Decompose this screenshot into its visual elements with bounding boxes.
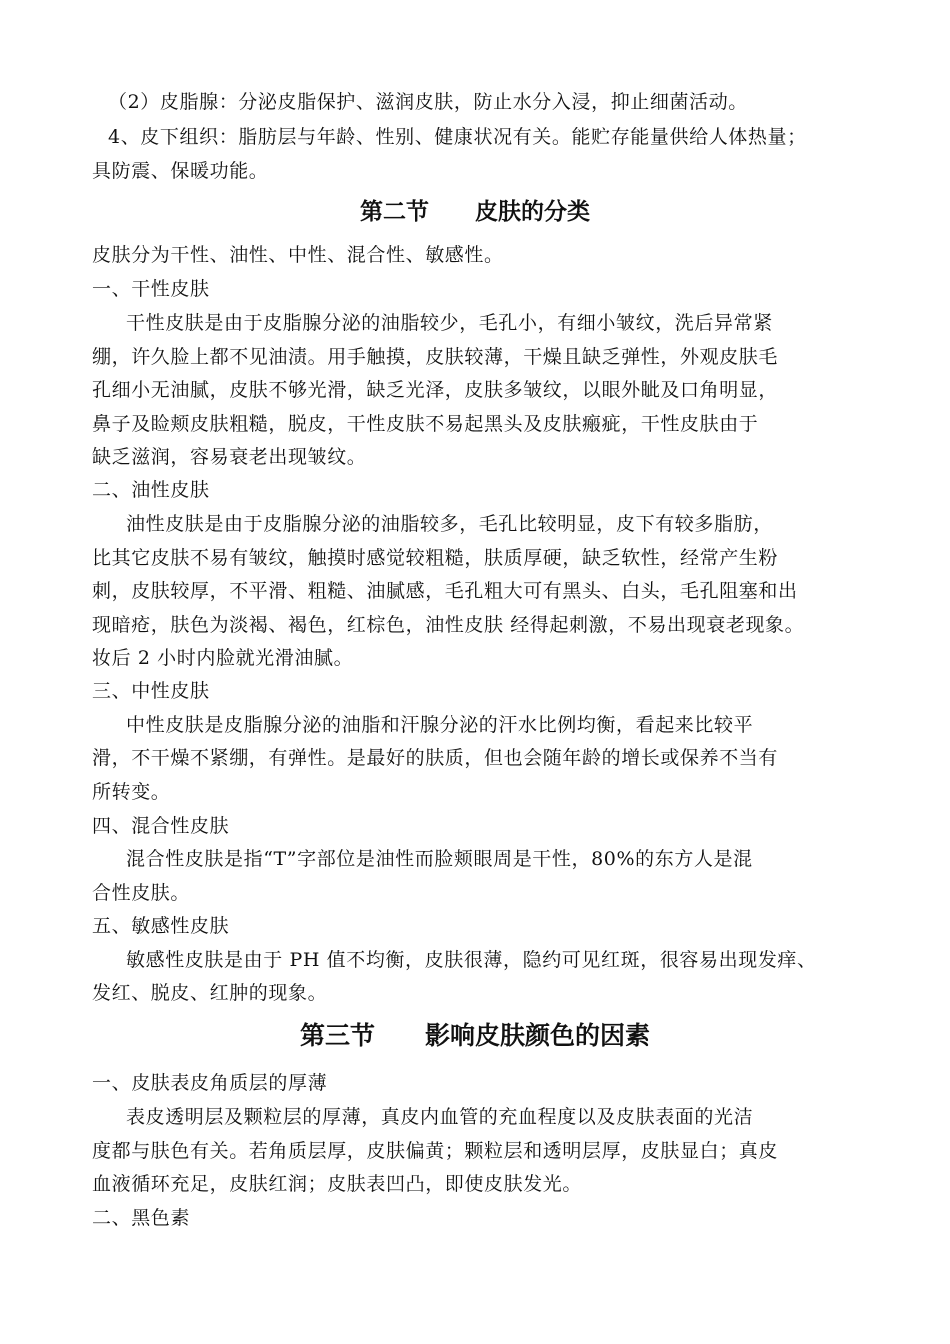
paragraph-line: 所转变。: [92, 781, 171, 803]
subsection-heading: 一、干性皮肤: [92, 278, 210, 300]
subsection-heading: 四、混合性皮肤: [92, 815, 230, 837]
paragraph-line: 绷，许久脸上都不见油渍。用手触摸，皮肤较薄，干燥且缺乏弹性，外观皮肤毛: [92, 346, 779, 368]
paragraph-line: 4、皮下组织：脂肪层与年龄、性别、健康状况有关。能贮存能量供给人体热量；: [108, 126, 807, 148]
subsection-heading: 五、敏感性皮肤: [92, 915, 230, 937]
paragraph-line: 合性皮肤。: [92, 882, 191, 904]
paragraph-line: 妆后 2 小时内脸就光滑油腻。: [92, 647, 354, 669]
paragraph-line: 现暗疮，肤色为淡褐、褐色，红棕色，油性皮肤 经得起刺激，不易出现衰老现象。: [92, 614, 805, 636]
paragraph-line: 血液循环充足，皮肤红润；皮肤表凹凸，即使皮肤发光。: [92, 1173, 583, 1195]
paragraph-line: 敏感性皮肤是由于 PH 值不均衡，皮肤很薄，隐约可见红斑，很容易出现发痒、: [126, 949, 817, 971]
paragraph-line: 鼻子及睑颊皮肤粗糙，脱皮，干性皮肤不易起黑头及皮肤瘢疵，干性皮肤由于: [92, 413, 759, 435]
paragraph-line: 比其它皮肤不易有皱纹，触摸时感觉较粗糙，肤质厚硬，缺乏软性，经常产生粉: [92, 547, 779, 569]
paragraph-line: 油性皮肤是由于皮脂腺分泌的油脂较多，毛孔比较明显，皮下有较多脂肪，: [126, 513, 773, 535]
paragraph-line: 发红、脱皮、红肿的现象。: [92, 982, 328, 1004]
paragraph-line: 孔细小无油腻，皮肤不够光滑，缺乏光泽，皮肤多皱纹，以眼外眦及口角明显，: [92, 379, 779, 401]
paragraph-line: 刺，皮肤较厚，不平滑、粗糙、油腻感，毛孔粗大可有黑头、白头，毛孔阻塞和出: [92, 580, 798, 602]
subsection-heading: 三、中性皮肤: [92, 680, 210, 702]
paragraph-line: 滑，不干燥不紧绷，有弹性。是最好的肤质，但也会随年龄的增长或保养不当有: [92, 747, 779, 769]
section-title: 第三节 影响皮肤颜色的因素: [299, 1021, 650, 1050]
paragraph-line: 具防震、保暖功能。: [92, 160, 269, 182]
paragraph-line: 度都与肤色有关。若角质层厚，皮肤偏黄；颗粒层和透明层厚，皮肤显白；真皮: [92, 1140, 779, 1162]
paragraph-line: 缺乏滋润，容易衰老出现皱纹。: [92, 446, 367, 468]
paragraph-line: 中性皮肤是皮脂腺分泌的油脂和汗腺分泌的汗水比例均衡，看起来比较平: [126, 714, 754, 736]
paragraph-line: 皮肤分为干性、油性、中性、混合性、敏感性。: [92, 244, 504, 266]
paragraph-line: 表皮透明层及颗粒层的厚薄，真皮内血管的充血程度以及皮肤表面的光洁: [126, 1106, 754, 1128]
subsection-heading: 二、黑色素: [92, 1207, 191, 1229]
paragraph-line: （2）皮脂腺：分泌皮脂保护、滋润皮肤，防止水分入浸，抑止细菌活动。: [108, 91, 748, 113]
subsection-heading: 二、油性皮肤: [92, 479, 210, 501]
section-title: 第二节 皮肤的分类: [360, 199, 590, 225]
paragraph-line: 干性皮肤是由于皮脂腺分泌的油脂较少，毛孔小，有细小皱纹，洗后异常紧: [126, 312, 773, 334]
paragraph-line: 混合性皮肤是指“T”字部位是油性而脸颊眼周是干性，80%的东方人是混: [126, 848, 753, 870]
subsection-heading: 一、皮肤表皮角质层的厚薄: [92, 1072, 328, 1094]
